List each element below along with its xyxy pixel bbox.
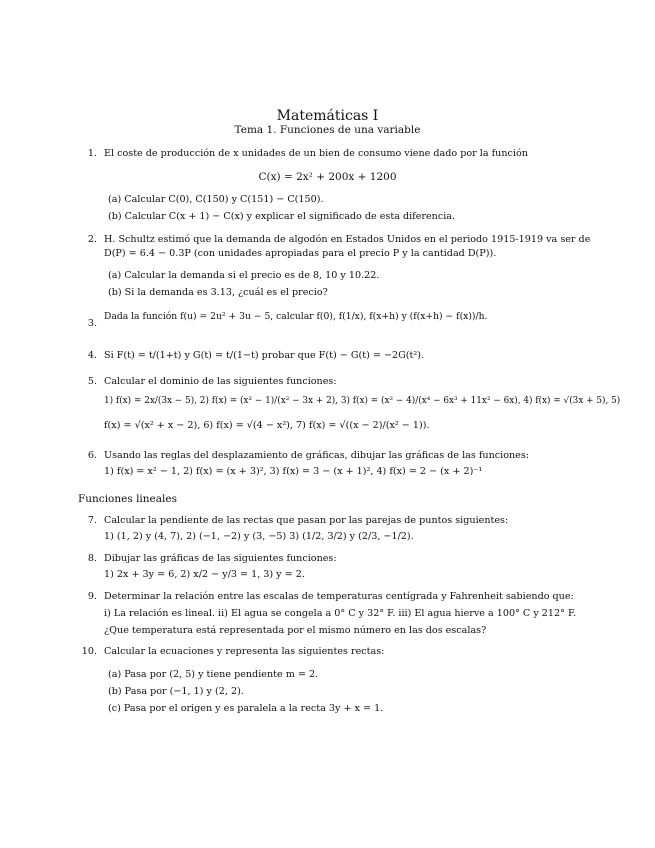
problem-10-part-b: (b) Pasa por (−1, 1) y (2, 2).: [108, 686, 244, 697]
problem-10-part-c: (c) Pasa por el origen y es paralela a la recta 3y + x = 1.: [108, 703, 384, 714]
problem-10-part-a: (a) Pasa por (2, 5) y tiene pendiente m = 2.: [108, 669, 319, 680]
problem-5-line-1: 1) f(x) = 2x/(3x − 5), 2) f(x) = (x² − 1)/(x² − 3x + 2), 3) f(x) = (x² − 4)/(x⁴ − 6x³ + 11x² − 6x), 4) f(x) = √(3x + 5), 5): [104, 396, 621, 406]
problem-4-text: Si F(t) = t/(1+t) y G(t) = t/(1−t) probar que F(t) − G(t) = −2G(t²).: [104, 350, 425, 361]
problem-5-line-2: f(x) = √(x² + x − 2), 6) f(x) = √(4 − x²), 7) f(x) = √((x − 2)/(x² − 1)).: [104, 420, 430, 431]
problem-10-number: 10.: [81, 646, 97, 657]
problem-9-text: Determinar la relación entre las escalas de temperaturas centígrada y Fahrenheit sabiendo que:: [104, 591, 574, 602]
problem-5-text: Calcular el dominio de las siguientes funciones:: [104, 376, 337, 387]
problem-5-number: 5.: [87, 376, 97, 387]
page-title: Matemáticas I: [276, 108, 379, 124]
page-subtitle: Tema 1. Funciones de una variable: [234, 124, 421, 136]
problem-7-line-1: 1) (1, 2) y (4, 7), 2) (−1, −2) y (3, −5) 3) (1/2, 3/2) y (2/3, −1/2).: [104, 531, 414, 542]
problem-6-number: 6.: [87, 450, 97, 461]
problem-9-line-1: i) La relación es lineal. ii) El agua se congela a 0° C y 32° F. iii) El agua hierve a 100° C y 212° F.: [104, 608, 577, 619]
problem-9-line-2: ¿Que temperatura está representada por el mismo número en las dos escalas?: [104, 625, 487, 636]
problem-8-number: 8.: [87, 553, 97, 564]
problem-2-part-b: (b) Si la demanda es 3.13, ¿cuál es el precio?: [108, 287, 328, 298]
problem-7-text: Calcular la pendiente de las rectas que pasan por las parejas de puntos siguientes:: [104, 515, 509, 526]
problem-1-formula: C(x) = 2x² + 200x + 1200: [258, 171, 397, 183]
problem-3-number: 3.: [87, 318, 97, 329]
problem-2-number: 2.: [87, 234, 97, 245]
problem-9-number: 9.: [87, 591, 97, 602]
problem-1-text: El coste de producción de x unidades de un bien de consumo viene dado por la función: [104, 148, 528, 159]
problem-1-number: 1.: [87, 148, 97, 159]
problem-1-part-a: (a) Calcular C(0), C(150) y C(151) − C(150).: [108, 194, 324, 205]
problem-8-line-1: 1) 2x + 3y = 6, 2) x/2 − y/3 = 1, 3) y = 2.: [104, 569, 305, 580]
problem-4-number: 4.: [87, 350, 97, 361]
problem-2-line-2: D(P) = 6.4 − 0.3P (con unidades apropiadas para el precio P y la cantidad D(P)).: [104, 248, 497, 259]
problem-8-text: Dibujar las gráficas de las siguientes funciones:: [104, 553, 337, 564]
section-heading-funciones-lineales: Funciones lineales: [78, 493, 177, 505]
problem-6-line-1: 1) f(x) = x² − 1, 2) f(x) = (x + 3)², 3) f(x) = 3 − (x + 1)², 4) f(x) = 2 − (x + 2)⁻¹: [104, 466, 483, 477]
problem-2-line-1: H. Schultz estimó que la demanda de algodón en Estados Unidos en el periodo 1915-1919 va ser de: [104, 234, 591, 245]
problem-3-text: Dada la función f(u) = 2u² + 3u − 5, calcular f(0), f(1/x), f(x+h) y (f(x+h) − f(x))/h.: [104, 311, 488, 322]
problem-2-part-a: (a) Calcular la demanda si el precio es de 8, 10 y 10.22.: [108, 270, 380, 281]
problem-6-text: Usando las reglas del desplazamiento de gráficas, dibujar las gráficas de las funciones:: [104, 450, 530, 461]
problem-7-number: 7.: [87, 515, 97, 526]
problem-1-part-b: (b) Calcular C(x + 1) − C(x) y explicar el significado de esta diferencia.: [108, 211, 456, 222]
problem-10-text: Calcular la ecuaciones y representa las siguientes rectas:: [104, 646, 385, 657]
